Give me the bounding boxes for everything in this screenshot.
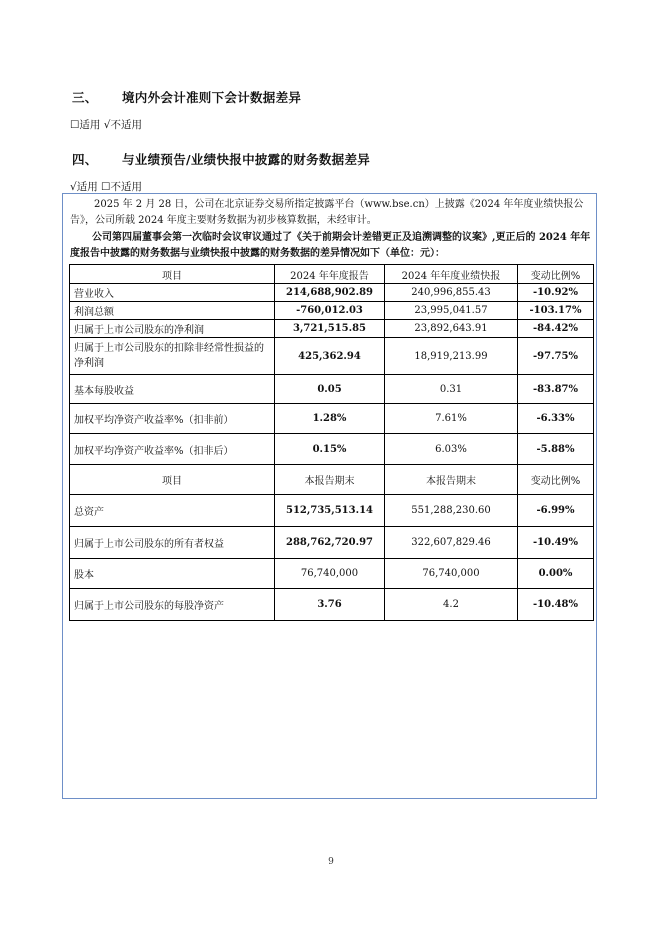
item-cell: 加权平均净资产收益率%（扣非后） — [70, 434, 275, 465]
table-row — [70, 589, 594, 621]
report-value-cell: 0.05 — [275, 375, 385, 404]
report-value-cell: 76,740,000 — [275, 559, 385, 589]
page-number: 9 — [328, 857, 334, 867]
change-cell: -10.92% — [518, 284, 594, 302]
flash-value-cell: 76,740,000 — [385, 559, 518, 589]
report-value-cell: 425,362.94 — [275, 338, 385, 375]
flash-value-cell: 240,996,855.43 — [385, 284, 518, 302]
report-value-cell: 3,721,515.85 — [275, 320, 385, 338]
item-cell: 营业收入 — [70, 284, 275, 302]
item-cell: 总资产 — [70, 495, 275, 527]
financial-difference-table — [69, 264, 594, 621]
table-row — [70, 527, 594, 559]
header-cell: 项目 — [70, 465, 275, 495]
report-value-cell: -760,012.03 — [275, 302, 385, 320]
table-subheader-row — [70, 465, 594, 495]
section-4-number: 四、 — [72, 152, 98, 167]
change-cell: -6.99% — [518, 495, 594, 527]
change-cell: -97.75% — [518, 338, 594, 375]
table-row — [70, 320, 594, 338]
change-cell: -10.49% — [518, 527, 594, 559]
table-row — [70, 302, 594, 320]
item-cell: 利润总额 — [70, 302, 275, 320]
table-row — [70, 284, 594, 302]
header-cell: 变动比例% — [518, 465, 594, 495]
flash-value-cell: 23,995,041.57 — [385, 302, 518, 320]
change-cell: 0.00% — [518, 559, 594, 589]
header-cell: 本报告期末 — [385, 465, 518, 495]
item-cell: 归属于上市公司股东的所有者权益 — [70, 527, 275, 559]
item-cell: 基本每股收益 — [70, 375, 275, 404]
report-value-cell: 512,735,513.14 — [275, 495, 385, 527]
item-cell: 加权平均净资产收益率%（扣非前） — [70, 404, 275, 434]
flash-value-cell: 322,607,829.46 — [385, 527, 518, 559]
item-cell: 归属于上市公司股东的净利润 — [70, 320, 275, 338]
report-value-cell: 1.28% — [275, 404, 385, 434]
section-3-heading — [72, 88, 301, 106]
table-row — [70, 559, 594, 589]
section-3-applicability: ☐适用 √不适用 — [70, 119, 142, 131]
section-4-applicability: √适用 ☐不适用 — [70, 181, 142, 193]
flash-value-cell: 18,919,213.99 — [385, 338, 518, 375]
table-header-row — [70, 265, 594, 284]
change-cell: -6.33% — [518, 404, 594, 434]
section-4-title: 与业绩预告/业绩快报中披露的财务数据差异 — [122, 152, 371, 167]
header-cell: 2024 年年度业绩快报 — [385, 265, 518, 284]
change-cell: -103.17% — [518, 302, 594, 320]
flash-value-cell: 23,892,643.91 — [385, 320, 518, 338]
flash-value-cell: 7.61% — [385, 404, 518, 434]
flash-value-cell: 6.03% — [385, 434, 518, 465]
table-row — [70, 338, 594, 375]
item-cell: 归属于上市公司股东的扣除非经常性损益的净利润 — [70, 338, 275, 375]
report-value-cell: 3.76 — [275, 589, 385, 621]
section-3-title: 境内外会计准则下会计数据差异 — [122, 90, 302, 105]
correction-paragraph: 公司第四届董事会第一次临时会议审议通过了《关于前期会计差错更正及追溯调整的议案》,更正后的 2024 年年度报告中披露的财务数据与业绩快报中披露的财务数据的差异情况如下（单位：元）： — [70, 232, 591, 259]
flash-value-cell: 551,288,230.60 — [385, 495, 518, 527]
report-value-cell: 0.15% — [275, 434, 385, 465]
content-box — [62, 193, 597, 799]
table-row — [70, 375, 594, 404]
table-row — [70, 495, 594, 527]
flash-value-cell: 0.31 — [385, 375, 518, 404]
item-cell: 归属于上市公司股东的每股净资产 — [70, 589, 275, 621]
change-cell: -10.48% — [518, 589, 594, 621]
header-cell: 变动比例% — [518, 265, 594, 284]
report-value-cell: 214,688,902.89 — [275, 284, 385, 302]
change-cell: -84.42% — [518, 320, 594, 338]
table-row — [70, 404, 594, 434]
change-cell: -5.88% — [518, 434, 594, 465]
section-3-number: 三、 — [72, 90, 98, 105]
change-cell: -83.87% — [518, 375, 594, 404]
report-value-cell: 288,762,720.97 — [275, 527, 385, 559]
header-cell: 项目 — [70, 265, 275, 284]
section-4-heading — [72, 150, 370, 168]
item-cell: 股本 — [70, 559, 275, 589]
table-row — [70, 434, 594, 465]
flash-value-cell: 4.2 — [385, 589, 518, 621]
disclosure-paragraph: 2025 年 2 月 28 日，公司在北京证券交易所指定披露平台（www.bse.cn）上披露《2024 年年度业绩快报公告》，公司所载 2024 年度主要财务数据为初步核算数据，未经审计。 — [70, 199, 584, 226]
header-cell: 2024 年年度报告 — [275, 265, 385, 284]
header-cell: 本报告期末 — [275, 465, 385, 495]
